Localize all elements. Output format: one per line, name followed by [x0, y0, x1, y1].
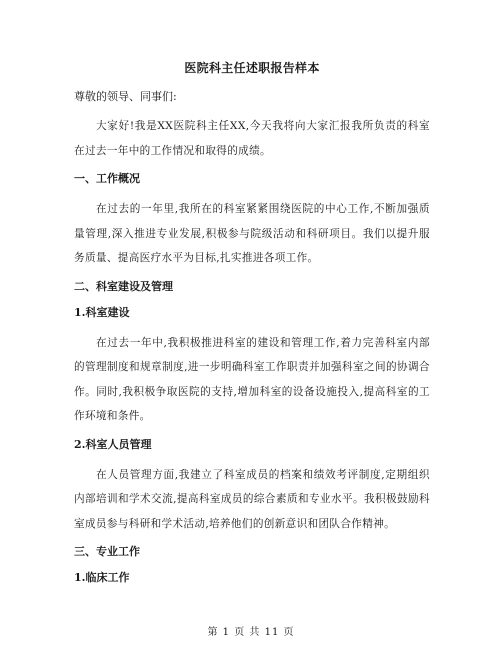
staff-management-paragraph: 在人员管理方面,我建立了科室成员的档案和绩效考评制度,定期组织内部培训和学术交流,提高科室成员的综合素质和专业水平。我积极鼓励科室成员参与科研和学术活动,培养他们的创新意识和团队合作精神。 — [74, 468, 430, 530]
department-construction-paragraph: 在过去一年中,我积极推进科室的建设和管理工作,着力完善科室内部的管理制度和规章制度,进一步明确科室工作职责并加强科室之间的协调合作。同时,我积极争取医院的支持,增加科室的设备设施投入,提高科室的工作环境和条件。 — [74, 336, 430, 422]
intro-paragraph: 大家好!我是XX医院科主任XX,今天我将向大家汇报我所负责的科室在过去一年中的工作情况和取得的成绩。 — [74, 120, 430, 157]
section-heading-professional-work: 三、专业工作 — [74, 545, 140, 558]
document-title: 医院科主任述职报告样本 — [184, 61, 320, 75]
subheading-staff-management: 2.科室人员管理 — [74, 437, 152, 451]
section-heading-work-overview: 一、工作概况 — [74, 172, 140, 185]
subheading-department-construction: 1.科室建设 — [74, 305, 130, 319]
page-footer: 第 1 页 共 11 页 — [207, 627, 295, 638]
work-overview-paragraph: 在过去的一年里,我所在的科室紧紧围绕医院的中心工作,不断加强质量管理,深入推进专业发展,积极参与院级活动和科研项目。我们以提升服务质量、提高医疗水平为目标,扎实推进各项工作。 — [74, 203, 430, 264]
subheading-clinical-work: 1.临床工作 — [74, 571, 130, 584]
section-heading-department-management: 二、科室建设及管理 — [74, 279, 173, 293]
document-body — [74, 60, 430, 596]
salutation: 尊敬的领导、同事们: — [74, 90, 177, 103]
